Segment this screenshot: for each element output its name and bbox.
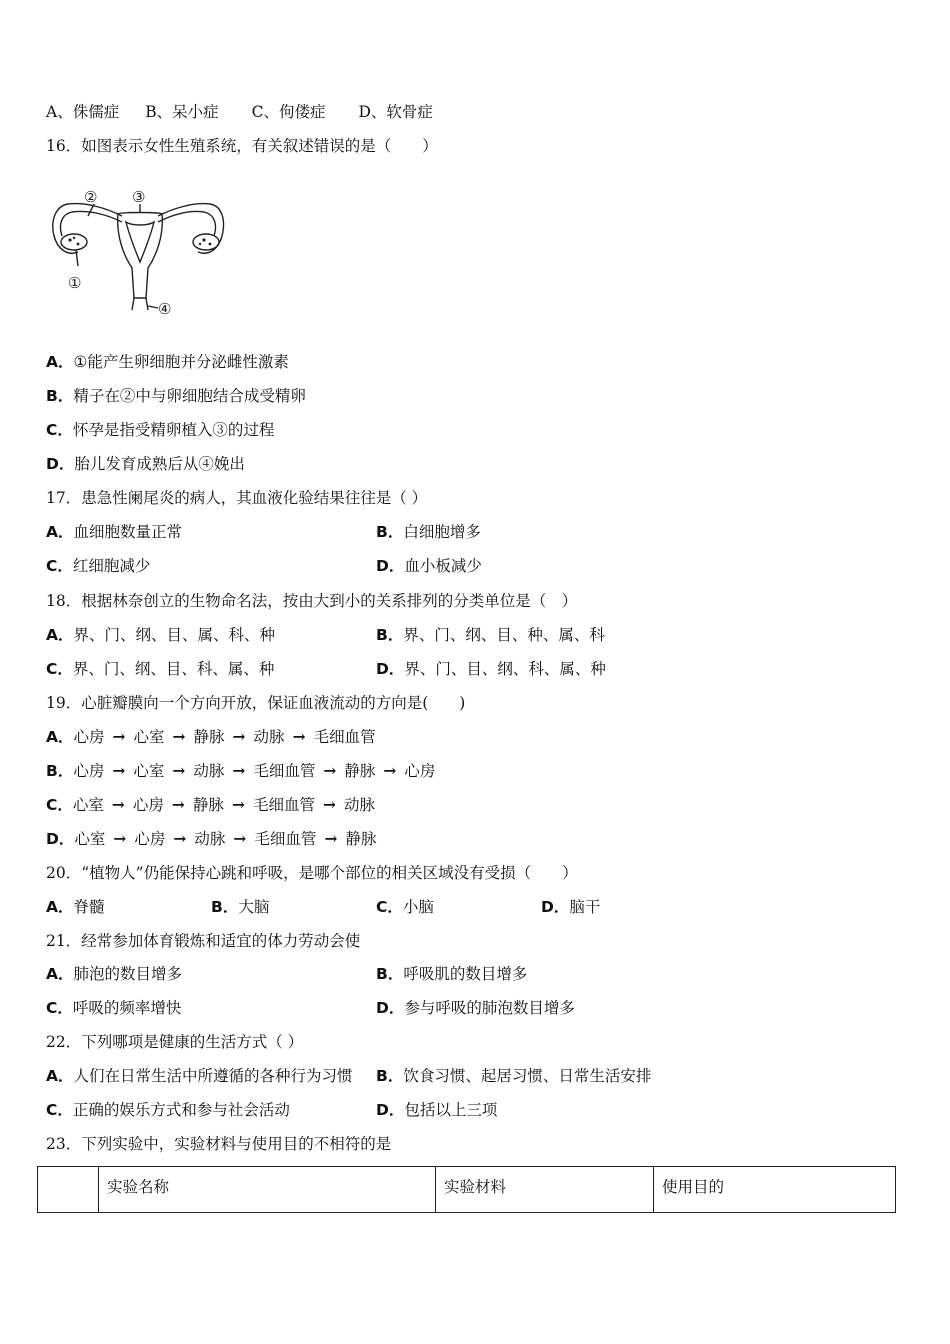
flow-step: 心室 bbox=[72, 796, 104, 814]
flow-step: 静脉 bbox=[344, 762, 376, 780]
q17-option-b: B．白细胞增多 bbox=[376, 523, 481, 541]
q21-option-a: A．肺泡的数目增多 bbox=[46, 965, 183, 983]
q19-option-b bbox=[46, 761, 435, 781]
arrow-icon: → bbox=[112, 727, 126, 746]
q22-option-d: D．包括以上三项 bbox=[376, 1101, 498, 1119]
arrow-icon: → bbox=[172, 761, 186, 780]
q17-option-c: C．红细胞减少 bbox=[46, 557, 151, 575]
q16-option-d: D．胎儿发育成熟后从④娩出 bbox=[46, 455, 245, 473]
arrow-icon: → bbox=[323, 761, 337, 780]
q15-option-d: D、软骨症 bbox=[358, 103, 433, 121]
q21-option-c: C．呼吸的频率增快 bbox=[46, 999, 182, 1017]
flow-step: 心房 bbox=[134, 830, 166, 848]
arrow-icon: → bbox=[171, 795, 185, 814]
arrow-icon: → bbox=[112, 761, 126, 780]
flow-step: 动脉 bbox=[194, 830, 226, 848]
q17-option-d: D．血小板减少 bbox=[376, 557, 482, 575]
q22-option-a: A．人们在日常生活中所遵循的各种行为习惯 bbox=[46, 1067, 353, 1085]
flow-step: 动脉 bbox=[253, 728, 285, 746]
arrow-icon: → bbox=[173, 829, 187, 848]
q20-option-d: D．脑干 bbox=[541, 898, 601, 916]
flow-step: 心室 bbox=[74, 830, 106, 848]
q15-option-a: A、侏儒症 bbox=[46, 103, 120, 121]
flow-step: 静脉 bbox=[345, 830, 377, 848]
q19-option-a bbox=[46, 727, 376, 747]
q17-stem: 17．患急性阑尾炎的病人，其血液化验结果往往是（ ） bbox=[46, 489, 428, 507]
q18-stem: 18．根据林奈创立的生物命名法，按由大到小的关系排列的分类单位是（ ） bbox=[46, 592, 578, 610]
option-label: B． bbox=[46, 762, 74, 780]
flow-step: 毛细血管 bbox=[254, 830, 317, 848]
table-header-cell: 实验材料 bbox=[436, 1167, 654, 1213]
q21-option-b: B．呼吸肌的数目增多 bbox=[376, 965, 528, 983]
label-3: ③ bbox=[132, 188, 146, 206]
flow-step: 毛细血管 bbox=[253, 762, 316, 780]
flow-step: 静脉 bbox=[193, 728, 225, 746]
flow-step: 心房 bbox=[404, 762, 436, 780]
arrow-icon: → bbox=[113, 829, 127, 848]
q19-stem: 19．心脏瓣膜向一个方向开放，保证血液流动的方向是( ) bbox=[46, 694, 466, 712]
q15-option-c: C、佝偻症 bbox=[251, 103, 326, 121]
arrow-icon: → bbox=[172, 727, 186, 746]
arrow-icon: → bbox=[383, 761, 397, 780]
arrow-icon: → bbox=[111, 795, 125, 814]
flow-step: 动脉 bbox=[193, 762, 225, 780]
q22-stem: 22．下列哪项是健康的生活方式（ ） bbox=[46, 1033, 304, 1051]
q17-option-a: A．血细胞数量正常 bbox=[46, 523, 183, 541]
arrow-icon: → bbox=[232, 761, 246, 780]
table-header-cell: 使用目的 bbox=[654, 1167, 896, 1213]
q20-option-b: B．大脑 bbox=[211, 898, 270, 916]
label-4: ④ bbox=[158, 300, 172, 318]
label-1: ① bbox=[68, 274, 82, 292]
option-label: A． bbox=[46, 728, 74, 746]
experiment-table bbox=[37, 1166, 896, 1213]
flow-step: 心房 bbox=[73, 762, 105, 780]
q18-option-b: B．界、门、纲、目、种、属、科 bbox=[376, 626, 605, 644]
q16-option-a: A．①能产生卵细胞并分泌雌性激素 bbox=[46, 353, 289, 371]
arrow-icon: → bbox=[232, 727, 246, 746]
arrow-icon: → bbox=[233, 829, 247, 848]
q22-option-c: C．正确的娱乐方式和参与社会活动 bbox=[46, 1101, 290, 1119]
label-2: ② bbox=[84, 188, 98, 206]
q20-option-a: A．脊髓 bbox=[46, 898, 105, 916]
option-label: C． bbox=[46, 796, 73, 814]
flow-step: 心房 bbox=[132, 796, 164, 814]
flow-step: 心室 bbox=[133, 762, 165, 780]
flow-step: 静脉 bbox=[192, 796, 224, 814]
q15-options-row bbox=[46, 102, 433, 122]
q16-option-b: B．精子在②中与卵细胞结合成受精卵 bbox=[46, 387, 306, 405]
arrow-icon: → bbox=[231, 795, 245, 814]
table-header-row bbox=[38, 1167, 896, 1213]
q19-option-d bbox=[46, 829, 376, 849]
q16-stem: 16．如图表示女性生殖系统，有关叙述错误的是（ ） bbox=[46, 137, 438, 155]
table-header-cell bbox=[38, 1167, 99, 1213]
q23-stem: 23．下列实验中，实验材料与使用目的不相符的是 bbox=[46, 1135, 392, 1153]
table-header-cell: 实验名称 bbox=[99, 1167, 436, 1213]
option-label: D． bbox=[46, 830, 75, 848]
flow-step: 毛细血管 bbox=[313, 728, 376, 746]
q20-stem: 20．“植物人”仍能保持心跳和呼吸，是哪个部位的相关区域没有受损（ ） bbox=[46, 864, 578, 882]
q15-option-b: B、呆小症 bbox=[145, 103, 219, 121]
q21-stem: 21．经常参加体育锻炼和适宜的体力劳动会使 bbox=[46, 932, 361, 950]
flow-step: 心房 bbox=[73, 728, 105, 746]
q22-option-b: B．饮食习惯、起居习惯、日常生活安排 bbox=[376, 1067, 652, 1085]
q20-option-c: C．小脑 bbox=[376, 898, 434, 916]
flow-step: 动脉 bbox=[343, 796, 375, 814]
q16-option-c: C．怀孕是指受精卵植入③的过程 bbox=[46, 421, 275, 439]
q18-option-a: A．界、门、纲、目、属、科、种 bbox=[46, 626, 276, 644]
female-reproductive-system-diagram bbox=[48, 186, 228, 322]
q18-option-c: C．界、门、纲、目、科、属、种 bbox=[46, 660, 275, 678]
flow-step: 毛细血管 bbox=[252, 796, 315, 814]
arrow-icon: → bbox=[292, 727, 306, 746]
arrow-icon: → bbox=[322, 795, 336, 814]
q21-option-d: D．参与呼吸的肺泡数目增多 bbox=[376, 999, 575, 1017]
flow-step: 心室 bbox=[133, 728, 165, 746]
q19-option-c bbox=[46, 795, 375, 815]
q18-option-d: D．界、门、目、纲、科、属、种 bbox=[376, 660, 606, 678]
arrow-icon: → bbox=[324, 829, 338, 848]
